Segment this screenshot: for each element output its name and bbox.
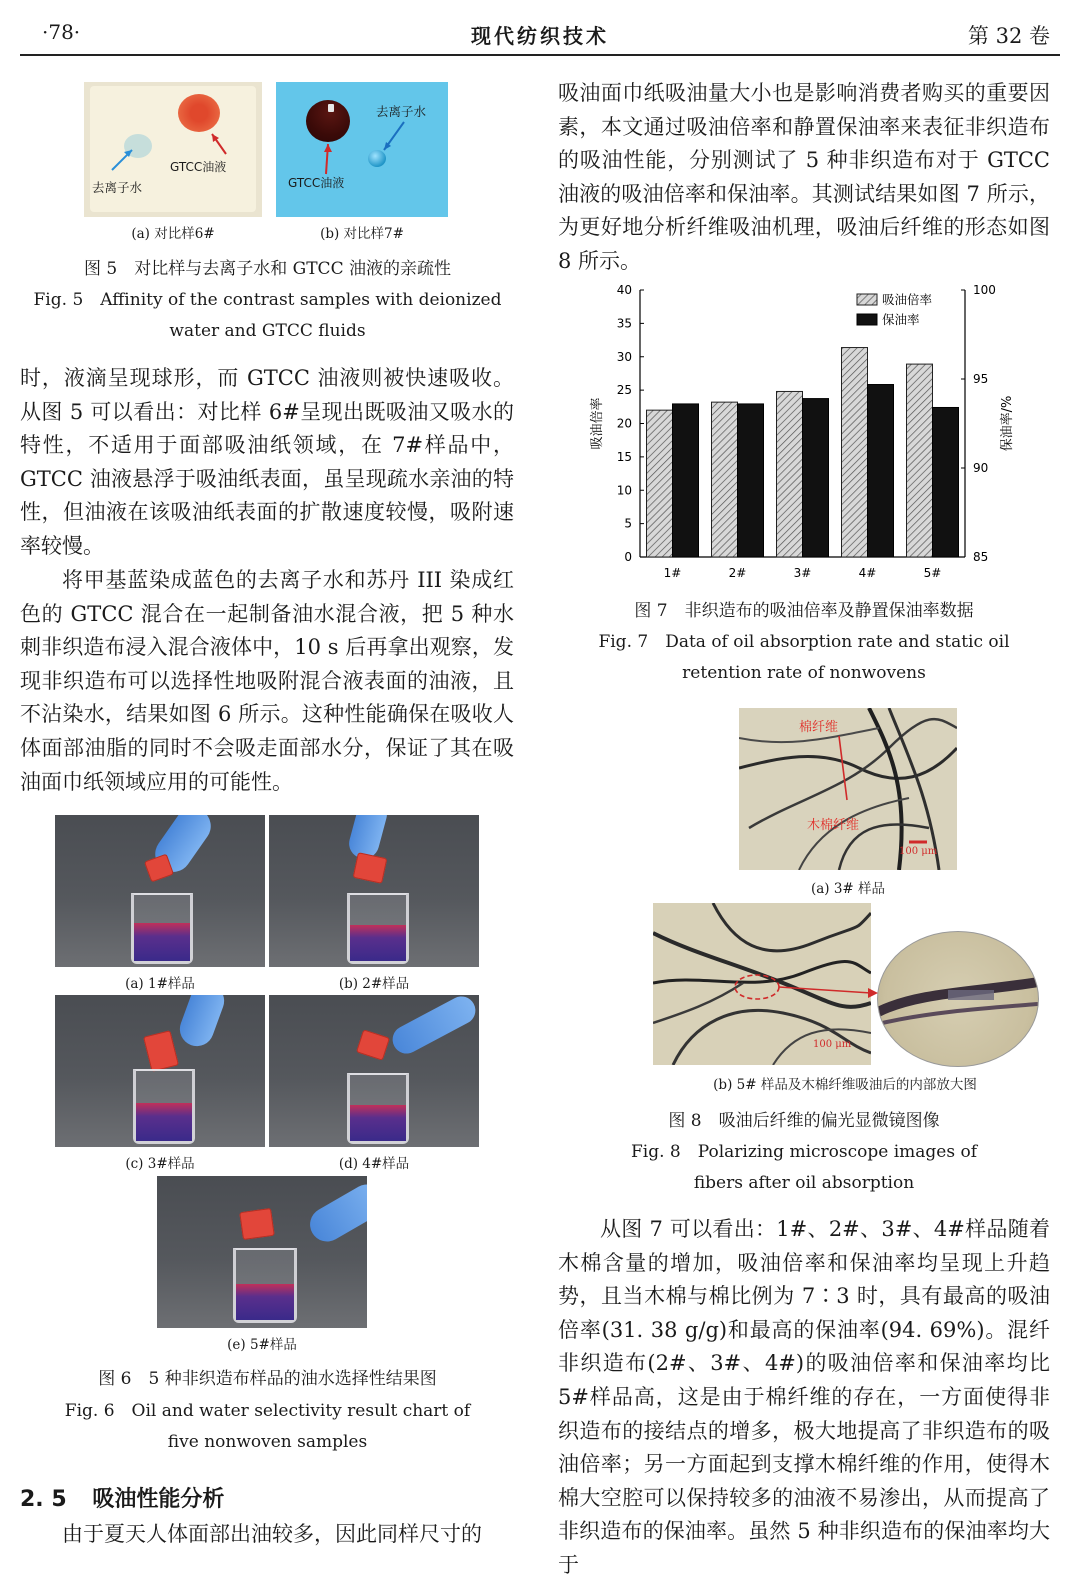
body-paragraph: 吸油面巾纸吸油量大小也是影响消费者购买的重要因素，本文通过吸油倍率和静置保油率来表征非织造布的吸油性能，分别测试了 5 种非织造布对于 GTCC 油液的吸油倍率和保油率。其测试结果如图 7 所示，为更好地分析纤维吸油机理，吸油后纤维的形态如图 8 所示。 <box>558 81 1050 273</box>
fig5-caption-en-1: Fig. 5 Affinity of the contrast samples with deionized <box>33 290 502 310</box>
fig6-caption-en-2: five nonwoven samples <box>167 1432 368 1452</box>
fig6b-photo <box>269 815 479 967</box>
journal-title: 现代纺织技术 <box>471 24 609 48</box>
bar-oil-absorption <box>907 364 933 557</box>
x-tick-label: 2# <box>728 566 747 580</box>
fig5b-subcaption: (b) 对比样7# <box>320 226 404 242</box>
x-tick-label: 5# <box>923 566 942 580</box>
fiber-zoom-drawing <box>878 932 1038 1066</box>
legend-label-oil-retention: 保油率 <box>882 312 920 327</box>
bar-oil-retention <box>738 404 764 557</box>
header-rule <box>20 54 1060 56</box>
x-tick-label: 4# <box>858 566 877 580</box>
fig6a-subcaption: (a) 1#样品 <box>125 976 195 992</box>
fig8a-subcaption: (a) 3# 样品 <box>810 881 886 897</box>
fig6a-photo <box>55 815 265 967</box>
left-tick-label: 20 <box>616 416 632 431</box>
fig8-caption-zh: 图 8 吸油后纤维的偏光显微镜图像 <box>668 1111 940 1131</box>
label-kapok-fiber: 木棉纤维 <box>807 818 860 833</box>
bar-oil-retention <box>868 385 894 557</box>
right-tick-label: 95 <box>973 372 989 386</box>
fig8-caption-en-1: Fig. 8 Polarizing microscope images of <box>630 1142 978 1162</box>
x-tick-label: 1# <box>663 566 682 580</box>
label-cotton-fiber: 棉纤维 <box>799 720 839 735</box>
fig6d-subcaption: (d) 4#样品 <box>338 1156 410 1172</box>
fig6c-subcaption: (c) 3#样品 <box>125 1156 195 1172</box>
section-number: 2. 5 <box>20 1487 67 1512</box>
left-tick-label: 0 <box>624 550 632 564</box>
fig5-caption-zh: 图 5 对比样与去离子水和 GTCC 油液的亲疏性 <box>84 259 451 279</box>
zoom-arrowhead-icon <box>866 986 880 1000</box>
y2-axis-title: 保油率/% <box>1000 395 1015 452</box>
left-tick-label: 10 <box>616 483 632 498</box>
fig6-caption-zh: 图 6 5 种非织造布样品的油水选择性结果图 <box>98 1369 437 1389</box>
scale-bar-label: 100 μm <box>813 1039 852 1050</box>
bar-oil-retention <box>673 404 699 557</box>
left-tick-label: 25 <box>616 383 632 398</box>
y-axis-title: 吸油倍率 <box>590 397 605 450</box>
fig8a-photo <box>739 708 957 870</box>
fig6c-photo <box>55 995 265 1147</box>
legend-swatch-oil-absorption <box>857 294 877 305</box>
x-tick-label: 3# <box>793 566 812 580</box>
left-tick-label: 30 <box>616 349 632 364</box>
scale-bar-label: 100 μm <box>899 846 938 857</box>
page-number: ·78· <box>42 20 81 44</box>
fig8b-subcaption: (b) 5# 样品及木棉纤维吸油后的内部放大图 <box>713 1077 977 1093</box>
fig6e-photo <box>157 1176 367 1328</box>
legend-swatch-oil-retention <box>857 314 877 325</box>
bar-oil-retention <box>803 399 829 557</box>
section-heading <box>20 1482 224 1513</box>
body-paragraph: 由于夏天人体面部出油较多，因此同样尺寸的 <box>62 1522 482 1546</box>
fig6e-subcaption: (e) 5#样品 <box>227 1337 297 1353</box>
label-water: 去离子水 <box>376 104 427 119</box>
left-tick-label: 40 <box>616 283 632 297</box>
label-oil: GTCC油液 <box>288 176 345 190</box>
fig5-caption-en-2: water and GTCC fluids <box>169 321 366 341</box>
body-paragraph: 将甲基蓝染成蓝色的去离子水和苏丹 III 染成红色的 GTCC 混合在一起制备油水混合液，把 5 种水刺非织造布浸入混合液体中，10 s 后再拿出观察，发现非织造布可以选择性地吸附混合液表面的油液，且不沾染水，结果如图 6 所示。这种性能确保在吸收人体面部油脂的同时不会吸走面部水分，保证了其在吸油面巾纸领域应用的可能性。 <box>20 568 514 794</box>
fig6-caption-en-1: Fig. 6 Oil and water selectivity result chart of <box>64 1401 471 1421</box>
fig7-chart <box>585 280 1045 580</box>
fig8-caption-en-2: fibers after oil absorption <box>693 1173 915 1193</box>
left-tick-label: 15 <box>616 449 632 464</box>
bar-oil-absorption <box>842 348 868 557</box>
fig7-caption-en-2: retention rate of nonwovens <box>682 663 926 683</box>
fig8b-zoom-photo <box>877 931 1039 1067</box>
label-water: 去离子水 <box>92 180 143 195</box>
fig7-caption-zh: 图 7 非织造布的吸油倍率及静置保油率数据 <box>634 601 974 621</box>
bar-oil-absorption <box>712 402 738 557</box>
section-title: 吸油性能分析 <box>92 1487 225 1512</box>
legend-label-oil-absorption: 吸油倍率 <box>882 292 933 307</box>
fig5a-photo <box>84 82 262 217</box>
volume-label: 第 32 卷 <box>967 24 1050 48</box>
body-paragraph: 从图 7 可以看出：1#、2#、3#、4#样品随着木棉含量的增加，吸油倍率和保油率均呈现上升趋势，且当木棉与棉比例为 7∶3 时，具有最高的吸油倍率(31. 38 g/g)和最高的保油率(94. 69%)。混纤非织造布(2#、3#、4#)的吸油倍率和保油率均比 5#样品高，这是由于棉纤维的存在，一方面使得非织造布的接结点的增多，极大地提高了非织造布的吸油倍率；另一方面起到支撑木棉纤维的作用，使得木棉大空腔可以保持较多的油液不易渗出，从而提高了非织造布的保油率。虽然 5 种非织造布的保油率均大于 <box>558 1217 1050 1577</box>
fig6b-subcaption: (b) 2#样品 <box>338 976 410 992</box>
label-oil: GTCC油液 <box>170 160 227 174</box>
left-tick-label: 35 <box>616 316 632 331</box>
bar-oil-absorption <box>777 391 803 557</box>
fig5b-photo <box>276 82 448 217</box>
fig5a-subcaption: (a) 对比样6# <box>131 226 215 242</box>
running-header <box>20 18 1060 50</box>
right-tick-label: 85 <box>973 550 989 564</box>
bar-oil-retention <box>933 407 959 557</box>
fig7-caption-en-1: Fig. 7 Data of oil absorption rate and static oil <box>598 632 1010 652</box>
right-tick-label: 90 <box>973 461 989 475</box>
right-tick-label: 100 <box>973 283 996 297</box>
bar-oil-absorption <box>647 410 673 557</box>
fig5a-arrows <box>84 82 262 217</box>
body-paragraph: 时，液滴呈现球形，而 GTCC 油液则被快速吸收。从图 5 可以看出：对比样 6#呈现出既吸油又吸水的特性，不适用于面部吸油纸领域，在 7#样品中，GTCC 油液悬浮于吸油纸表面，虽呈现疏水亲油的特性，但油液在该吸油纸表面的扩散速度较慢，吸附速率较慢。 <box>20 366 514 558</box>
left-tick-label: 5 <box>624 516 632 531</box>
fig6d-photo <box>269 995 479 1147</box>
fig8b-photo <box>653 903 871 1065</box>
